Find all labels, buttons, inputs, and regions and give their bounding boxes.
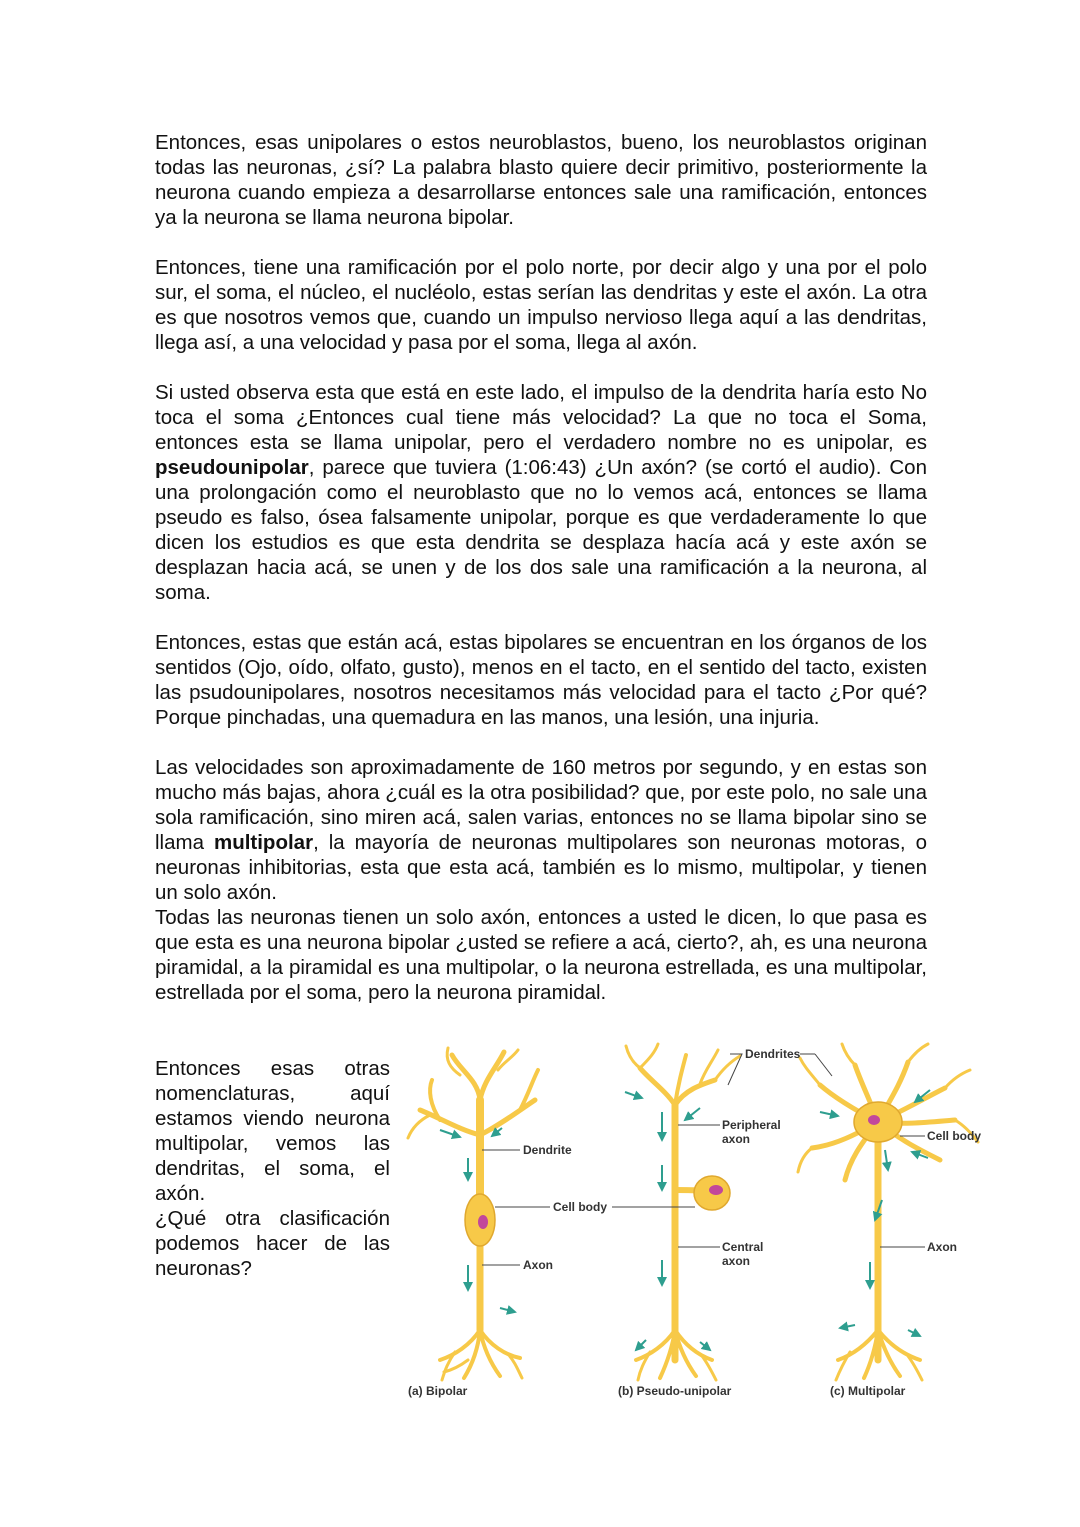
pseudo-unipolar-neuron [626, 1044, 740, 1380]
label-dendrite: Dendrite [523, 1143, 572, 1157]
caption-bipolar: (a) Bipolar [408, 1384, 468, 1398]
label-axon-a: Axon [523, 1258, 553, 1272]
paragraph-6: Todas las neuronas tienen un solo axón, entonces a usted le dicen, lo que pasa es que esta es una neurona bipolar ¿usted se refiere a acá, cierto?, ah, es una neurona piramidal, a la piramidal es una multipolar, o la neurona estrellada, es una multipolar, estrellada por el soma, pero la neurona piramidal. [155, 906, 927, 1004]
document-body [155, 130, 927, 1030]
side-text-paragraph-1: Entonces esas otras nomenclaturas, aquí estamos viendo neurona multipolar, vemos las dendritas, el soma, el axón. [155, 1057, 390, 1205]
pseudo-unipolar-nucleus [709, 1185, 723, 1195]
term-multipolar: multipolar [213, 831, 314, 854]
side-text-paragraph-2: ¿Qué otra clasificación podemos hacer de las neuronas? [155, 1207, 390, 1280]
multipolar-nucleus [868, 1115, 880, 1125]
side-text [155, 1056, 390, 1281]
paragraph-3-part-2: , parece que tuviera (1:06:43) ¿Un axón? (se cortó el audio). Con una prolongación como el neuroblasto que no lo vemos acá, entonces se llama pseudo es falso, ósea falsamente unipolar, porque es que verdaderamente lo que dicen los estudios es que esta dendrita se desplaza hacía acá y este axón se desplazan hacia acá, se unen y de los dos sale una ramificación a la neurona, al soma. [155, 456, 927, 604]
multipolar-neuron [798, 1044, 978, 1380]
caption-multipolar: (c) Multipolar [830, 1384, 906, 1398]
label-central-axon-line1: Central [722, 1240, 764, 1254]
paragraph-5-part-2: , la mayoría de neuronas multipolares son neuronas motoras, o neuronas inhibitorias, esta que esta acá, también es lo mismo, multipolar, y tienen un solo axón. [155, 831, 928, 904]
paragraph-5-part-1: Las velocidades son aproximadamente de 160 metros por segundo, y en estas son mucho más bajas, ahora ¿cuál es la otra posibilidad? que, por este polo, no sale una sola ramificación, sino miren acá, salen varias, entonces no se llama bipolar sino se llama [155, 756, 927, 854]
label-cell-body-a: Cell body [553, 1200, 608, 1214]
paragraph-2: Entonces, tiene una ramificación por el polo norte, por decir algo y una por el polo sur, el soma, el núcleo, el nucléolo, estas serían las dendritas y este el axón. La otra es que nosotros vemos que, cuando un impulso nervioso llega aquí a las dendritas, llega así, a una velocidad y pasa por el soma, llega al axón. [155, 256, 927, 354]
label-peripheral-axon-line1: Peripheral [722, 1118, 781, 1132]
label-cell-body-c: Cell body [927, 1129, 982, 1143]
label-central-axon-line2: axon [722, 1254, 751, 1268]
paragraph-3 [155, 380, 927, 605]
paragraph-3-part-1: Si usted observa esta que está en este lado, el impulso de la dendrita haría esto No toca el soma ¿Entonces cual tiene más velocidad? La que no toca el Soma, entonces esta se llama unipolar, pero el verdadero nombre no es unipolar, es [155, 381, 927, 454]
paragraph-4: Entonces, estas que están acá, estas bipolares se encuentran en los órganos de los sentidos (Ojo, oído, olfato, gusto), menos en el tacto, en el sentido del tacto, existen las psudounipolares, nosotros necesitamos más velocidad para el tacto ¿Por qué? Porque pinchadas, una quemadura en las manos, una lesión, una injuria. [155, 631, 927, 729]
paragraph-5 [155, 755, 927, 905]
pseudo-unipolar-arrows [625, 1092, 710, 1350]
caption-pseudo-unipolar: (b) Pseudo-unipolar [618, 1384, 732, 1398]
paragraph-1: Entonces, esas unipolares o estos neuroblastos, bueno, los neuroblastos originan todas las neuronas, ¿sí? La palabra blasto quiere decir primitivo, posteriormente la neurona cuando empieza a desarrollarse entonces sale una ramificación, entonces ya la neurona se llama neurona bipolar. [155, 131, 927, 229]
term-pseudounipolar: pseudounipolar [155, 456, 309, 479]
neuron-types-diagram [400, 1040, 1000, 1410]
label-peripheral-axon-line2: axon [722, 1132, 751, 1146]
label-dendrites: Dendrites [745, 1047, 801, 1061]
label-axon-c: Axon [927, 1240, 957, 1254]
figure-section [155, 1040, 995, 1420]
bipolar-nucleus [478, 1215, 488, 1229]
